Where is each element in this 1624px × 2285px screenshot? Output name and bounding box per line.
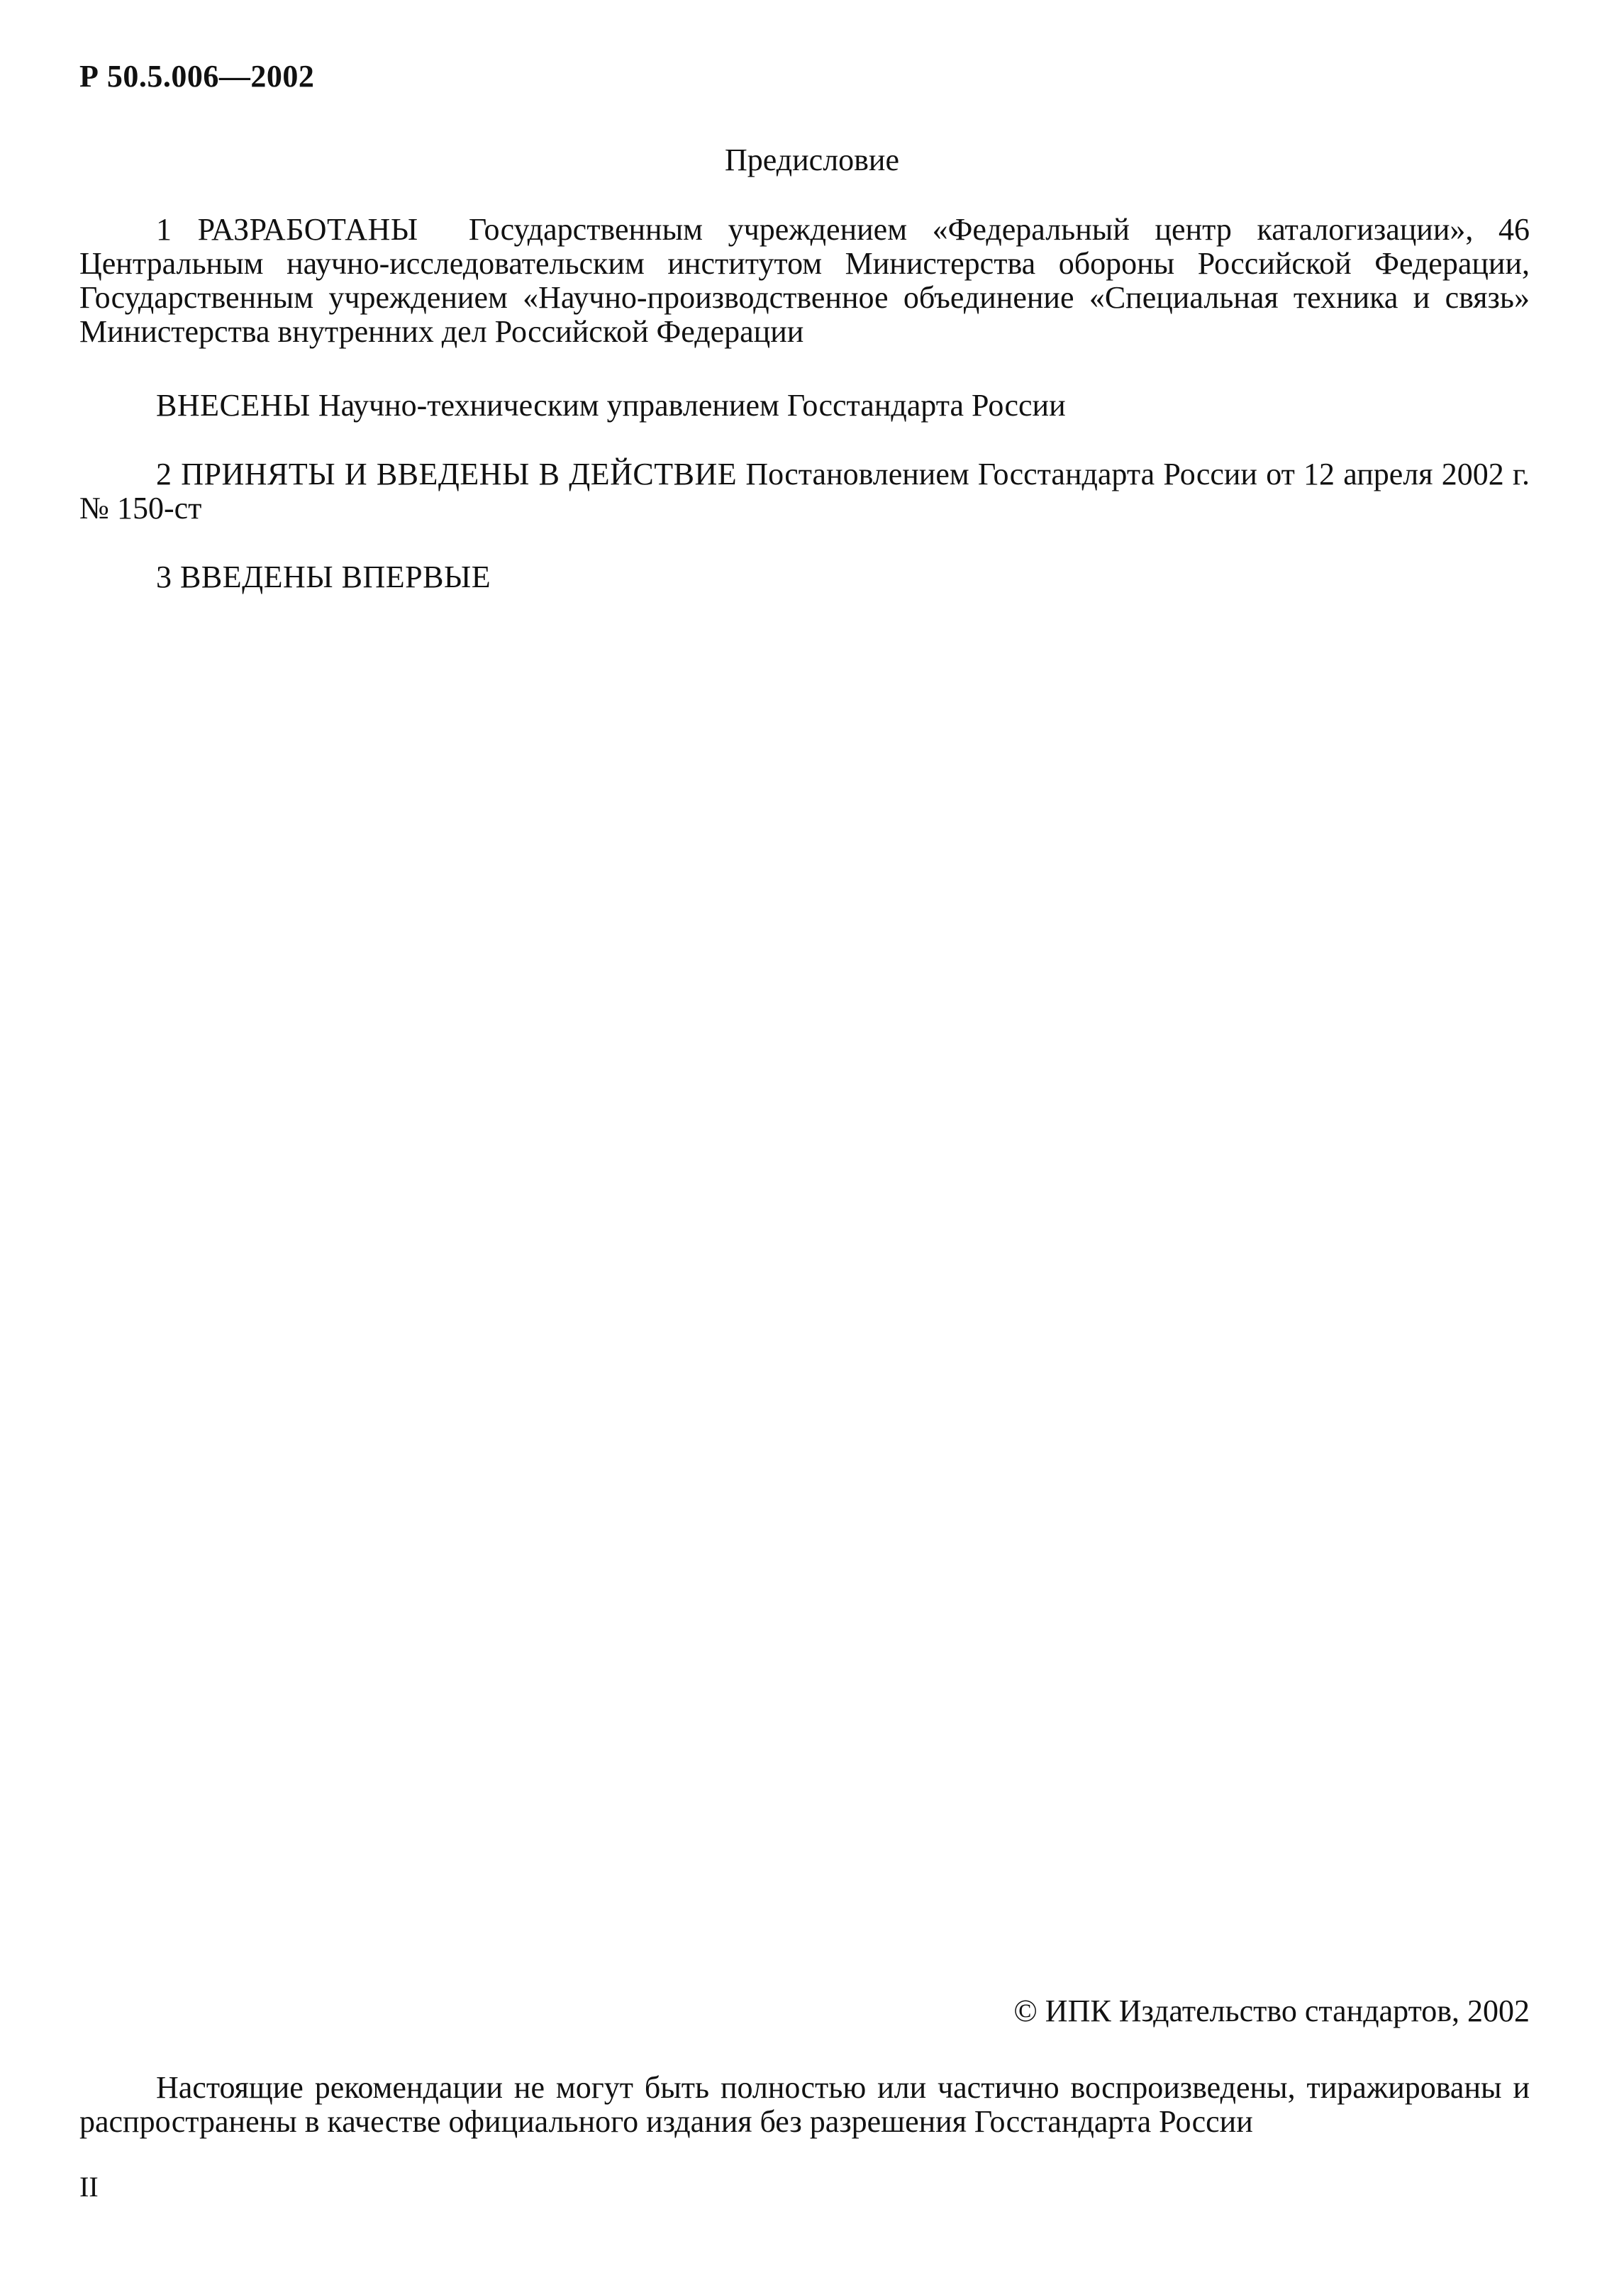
preface-item-adopted [79,457,1530,526]
item-developed-label: 1 РАЗРАБОТАНЫ [156,212,418,247]
copyright-line: © ИПК Издательство стандартов, 2002 [1013,1994,1530,2028]
item-adopted-label: 2 ПРИНЯТЫ И ВВЕДЕНЫ В ДЕЙСТВИЕ [156,457,738,491]
reproduction-notice: Настоящие рекомендации не могут быть полностью или частично воспроизведены, тиражированы и распространены в качестве официального издания без разрешения Госстандарта России [79,2070,1530,2139]
item-introduced-label: ВНЕСЕНЫ [156,388,311,423]
document-code: Р 50.5.006—2002 [79,59,315,94]
item-first-introduced-label: 3 ВВЕДЕНЫ ВПЕРВЫЕ [156,560,491,594]
item-adopted-text: Постановлением Госстандарта России от 12 апреля 2002 г. № 150-ст [79,457,1530,526]
preface-item-developed [79,213,1530,349]
page-number: II [79,2171,99,2203]
item-developed-text: Государственным учреждением «Федеральный центр каталогизации», 46 Центральным научно-исследовательским институтом Министерства обороны Российской Федерации, Государственным учреждением «Научно-производственное объединение «Специальная техника и связь» Министерства внутренних дел Российской Федерации [79,212,1530,349]
item-introduced-text: Научно-техническим управлением Госстандарта России [318,388,1066,423]
preface-item-introduced [79,389,1530,423]
preface-title: Предисловие [725,143,899,177]
preface-item-first-introduced [79,560,1530,594]
